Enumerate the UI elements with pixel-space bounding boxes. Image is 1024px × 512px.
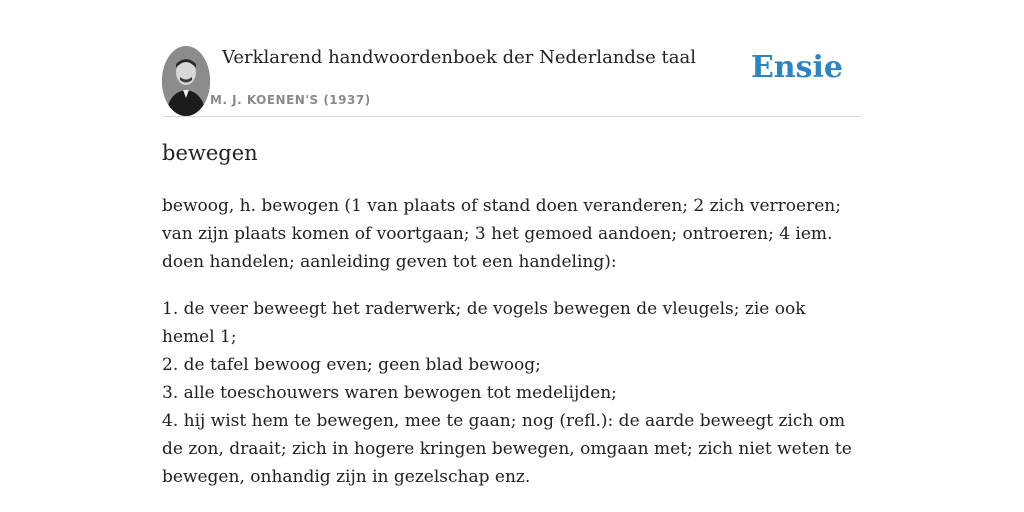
ensie-logo[interactable]: Ensie (750, 50, 843, 85)
entry-intro: bewoog, h. bewogen (1 van plaats of stand doen veranderen; 2 zich verroeren; van zijn plaats komen of voortgaan; 3 het gemoed aandoen; ontroeren; 4 iem. doen handelen; aanleiding geven tot een handeling): (162, 196, 841, 272)
entry-senses (162, 295, 862, 491)
author-portrait (162, 46, 210, 116)
sense-2: 2. de tafel bewoog even; geen blad bewoog; (162, 355, 541, 375)
sense-4: 4. hij wist hem te bewegen, mee te gaan; nog (refl.): de aarde beweegt zich om de zon, draait; zich in hogere kringen bewegen, omgaan met; zich niet weten te bewegen, onhandig zijn in gezelschap enz. (162, 411, 852, 487)
dictionary-edition: M. J. KOENEN'S (1937) (210, 93, 371, 107)
portrait-image (162, 46, 210, 116)
dictionary-title: Verklarend handwoordenboek der Nederlandse taal (222, 47, 696, 68)
sense-1: 1. de veer beweegt het raderwerk; de vogels bewegen de vleugels; zie ook hemel 1; (162, 299, 806, 347)
sense-3: 3. alle toeschouwers waren bewogen tot medelijden; (162, 383, 617, 403)
entry-headword: bewegen (162, 141, 258, 165)
page-header (162, 46, 862, 117)
